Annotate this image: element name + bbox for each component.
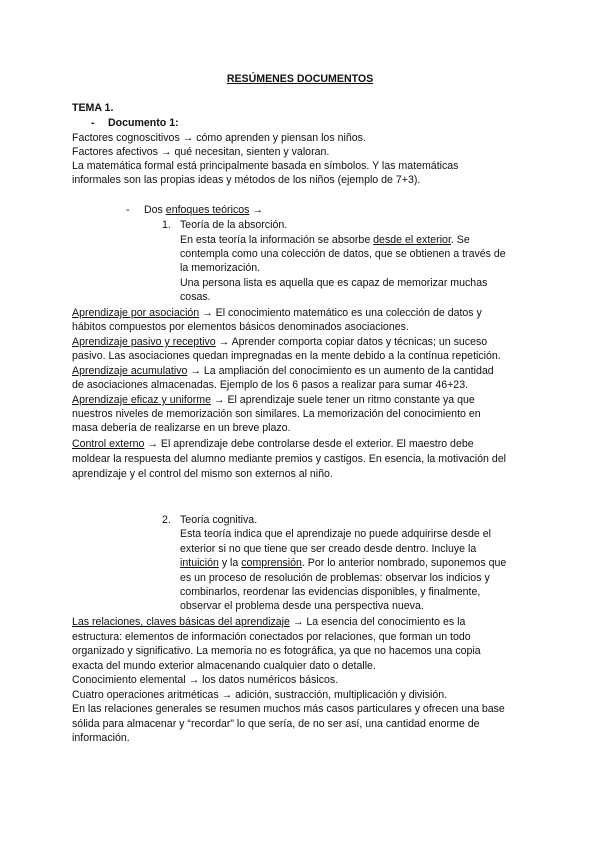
text-line: Factores afectivos → qué necesitan, sienten y valoran.	[72, 146, 330, 158]
text-line: exterior si no que tiene que ser creado desde dentro. Incluye la	[180, 543, 477, 555]
text-line: La matemática formal está principalmente basada en símbolos. Y las matemáticas	[72, 160, 459, 172]
text-line: intuición y la comprensión. Por lo anterior nombrado, suponemos que	[180, 557, 507, 569]
text-line: informales son las propias ideas y métodos de los niños (ejemplo de 7+3).	[72, 174, 421, 186]
text-line: información.	[72, 732, 130, 744]
text-line: Esta teoría indica que el aprendizaje no puede adquirirse desde el	[180, 528, 491, 540]
item-title: Teoría de la absorción.	[180, 219, 288, 231]
list-bullet: -	[126, 204, 130, 216]
text-line: Cuatro operaciones aritméticas → adición, sustracción, multiplicación y división.	[72, 689, 448, 701]
text-line: En las relaciones generales se resumen muchos más casos particulares y ofrecen una base	[72, 703, 505, 715]
text-line: sólida para almacenar y “recordar” lo que sería, de no ser así, una cantidad enorme de	[72, 718, 480, 730]
text-line: Las relaciones, claves básicas del aprendizaje → La esencia del conocimiento es la	[72, 616, 466, 628]
text-line: exacta del mundo exterior almacenando cualquier dato o detalle.	[72, 660, 376, 672]
text-line: Aprendizaje acumulativo → La ampliación del conocimiento es un aumento de la cantidad	[72, 365, 494, 377]
text-line: observar el problema desde una perspectiva nueva.	[180, 600, 424, 612]
text-line: En esta teoría la información se absorbe desde el exterior. Se	[180, 234, 470, 246]
text-line: contempla como una colección de datos, que se obtienen a través de	[180, 248, 506, 260]
text-line: masa debería de realizarse en un breve plazo.	[72, 422, 291, 434]
text-line: hábitos compuestos por elementos básicos denominados asociaciones.	[72, 321, 409, 333]
list-number: 1.	[162, 219, 171, 231]
document-title: RESÚMENES DOCUMENTOS	[226, 73, 374, 85]
text-line: Aprendizaje eficaz y uniforme → El aprendizaje suele tener un ritmo constante ya que	[72, 394, 475, 406]
item-title: Teoría cognitiva.	[180, 514, 258, 526]
text-line: Control externo → El aprendizaje debe controlarse desde el exterior. El maestro debe	[72, 438, 474, 450]
list-number: 2.	[162, 514, 171, 526]
text-line: es un proceso de resolución de problemas: observar los indicios y	[180, 572, 490, 584]
text-line: estructura: elementos de información conectados por relaciones, que forman un todo	[72, 631, 471, 643]
text-line: cosas.	[180, 291, 211, 303]
text-line: pasivo. Las asociaciones quedan impregnadas en la mente debido a la contínua repetición.	[72, 350, 501, 362]
text-line: Una persona lista es aquella que es capaz de memorizar muchas	[180, 277, 488, 289]
section-heading: TEMA 1.	[72, 102, 114, 114]
text-line: organizado y significativo. La memoria no es fotográfica, ya que no hacemos una copia	[72, 645, 481, 657]
text-line: combinarlos, reordenar las evidencias disponibles, y finalmente,	[180, 586, 481, 598]
text-line: la memorización.	[180, 262, 261, 274]
doc-bullet: -	[91, 117, 95, 129]
text-line: Factores cognoscitivos → cómo aprenden y piensan los niños.	[72, 132, 366, 144]
text-line: Aprendizaje pasivo y receptivo → Aprender comporta copiar datos y técnicas; un suceso	[72, 336, 488, 348]
text-line: de asociaciones almacenadas. Ejemplo de los 6 pasos a realizar para sumar 46+23.	[72, 379, 469, 391]
text-line: moldear la respuesta del alumno mediante premios y castigos. En esencia, la motivación del	[72, 453, 506, 465]
subsection-heading: Documento 1:	[108, 117, 179, 129]
text-line: Dos enfoques teóricos →	[144, 204, 263, 216]
text-line: aprendizaje y el control del mismo son externos al niño.	[72, 468, 333, 480]
text-line: nuestros niveles de memorización son similares. La memorización del conocimiento en	[72, 408, 481, 420]
text-line: Conocimiento elemental → los datos numéricos básicos.	[72, 674, 339, 686]
text-line: Aprendizaje por asociación → El conocimiento matemático es una colección de datos y	[72, 307, 482, 319]
